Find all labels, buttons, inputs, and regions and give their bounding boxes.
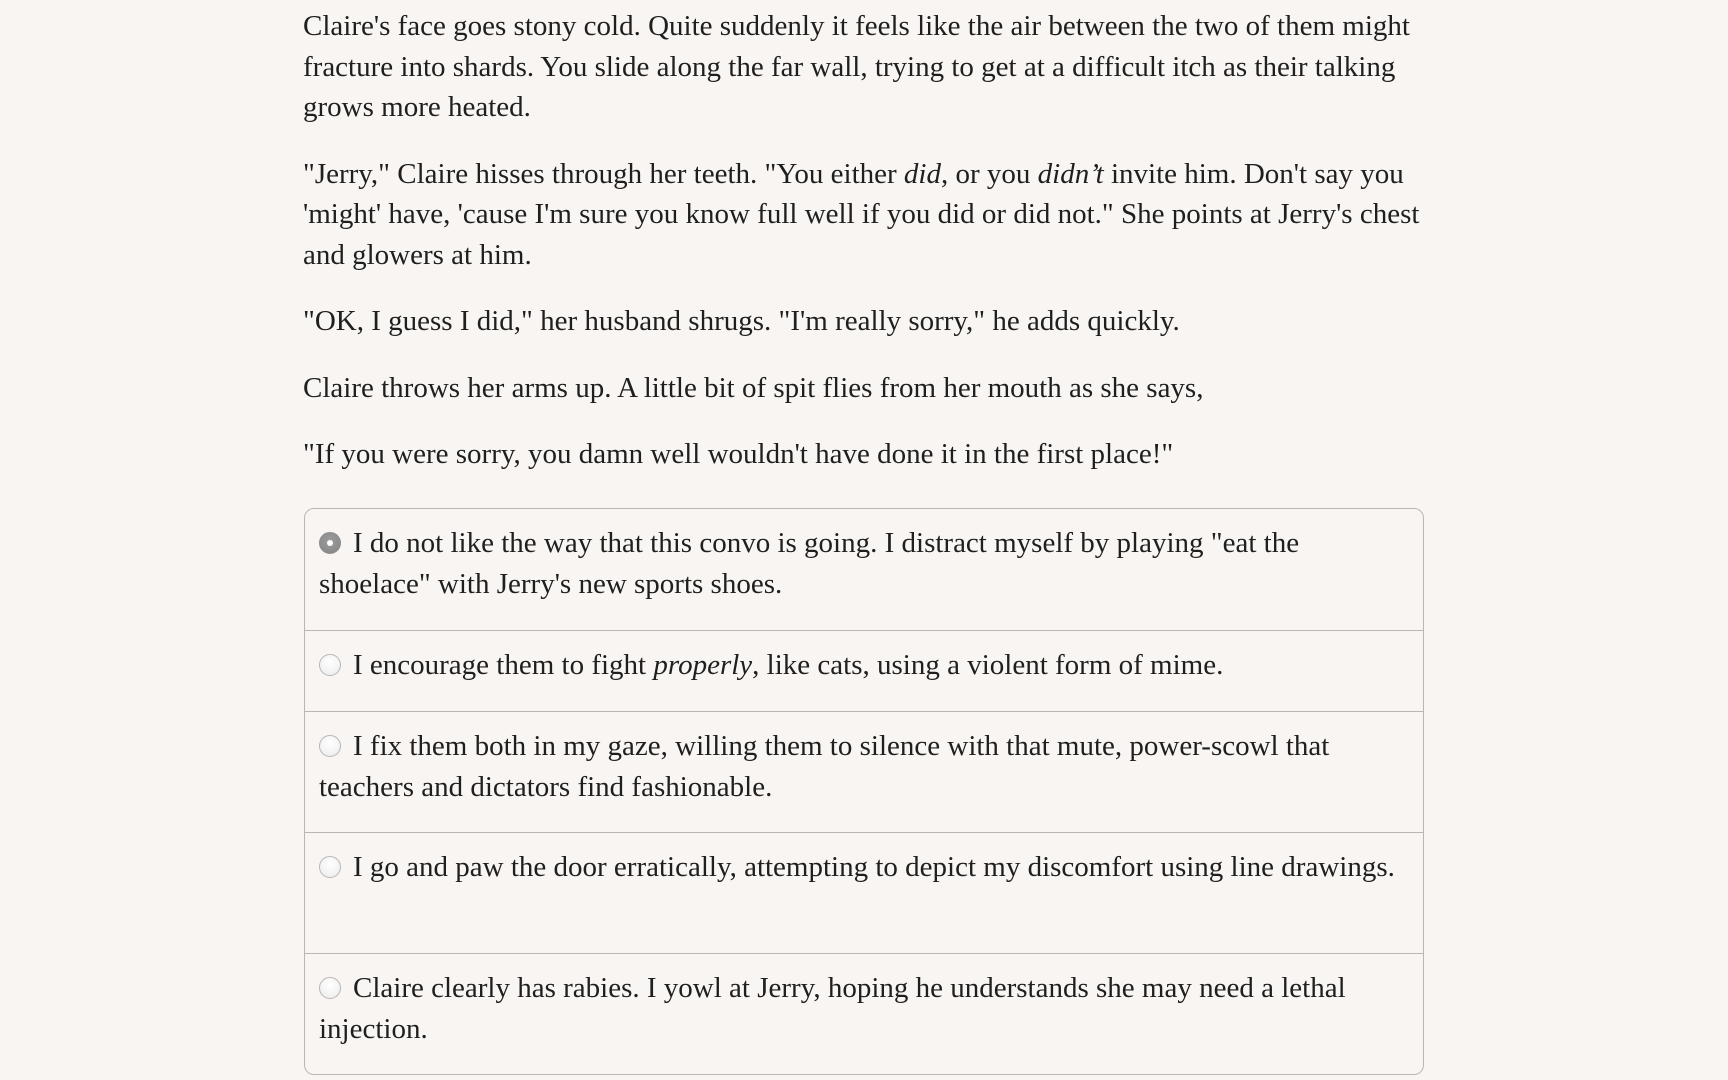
- story-paragraph-2-emphasis-didnt: didn’t: [1037, 157, 1104, 190]
- story-paragraph-2-part-c: invite him. Don't say you 'might' have, 'cause I'm sure you know full well if you did or did not." She points at Jerry's chest and glowers at him.: [303, 157, 1420, 271]
- choice-option-4-label: I go and paw the door erratically, attempting to depict my discomfort using line drawings.: [353, 851, 1395, 883]
- choice-option-5[interactable]: [305, 953, 1423, 1074]
- choice-option-4[interactable]: [305, 832, 1423, 953]
- choice-option-2[interactable]: [305, 630, 1423, 711]
- choice-option-1-label: I do not like the way that this convo is going. I distract myself by playing "eat the shoelace" with Jerry's new sports shoes.: [319, 527, 1300, 600]
- story-paragraph-2-part-a: "Jerry," Claire hisses through her teeth. "You either: [303, 157, 904, 190]
- story-paragraph-3: "OK, I guess I did," her husband shrugs. "I'm really sorry," he adds quickly.: [303, 305, 1180, 337]
- story-paragraph-5: "If you were sorry, you damn well wouldn't have done it in the first place!": [303, 438, 1174, 470]
- radio-icon[interactable]: [319, 735, 341, 757]
- choice-list: [304, 508, 1424, 1075]
- choice-option-3[interactable]: [305, 711, 1423, 832]
- choice-option-5-label: Claire clearly has rabies. I yowl at Jerry, hoping he understands she may need a lethal injection.: [319, 972, 1346, 1045]
- choice-option-2-label-a: I encourage them to fight: [353, 649, 654, 681]
- story-paragraph-1: Claire's face goes stony cold. Quite suddenly it feels like the air between the two of them might fracture into shards. You slide along the far wall, trying to get at a difficult itch as their talking grows more heated.: [303, 10, 1410, 123]
- story-paragraph-2-emphasis-did: did: [903, 157, 941, 190]
- story-text: [303, 0, 1423, 501]
- choice-option-1[interactable]: [305, 509, 1423, 630]
- choice-option-3-label: I fix them both in my gaze, willing them to silence with that mute, power-scowl that teachers and dictators find fashionable.: [319, 730, 1330, 803]
- radio-icon[interactable]: [319, 654, 341, 676]
- radio-selected-icon[interactable]: [319, 532, 341, 554]
- story-paragraph-2-part-b: , or you: [940, 157, 1038, 190]
- story-paragraph-4: Claire throws her arms up. A little bit of spit flies from her mouth as she says,: [303, 371, 1204, 404]
- choice-option-2-emphasis: properly: [653, 649, 753, 681]
- story-paragraph-2: [303, 154, 1423, 276]
- radio-icon[interactable]: [319, 856, 341, 878]
- radio-icon[interactable]: [319, 977, 341, 999]
- choice-option-2-label-b: , like cats, using a violent form of mime.: [752, 649, 1224, 681]
